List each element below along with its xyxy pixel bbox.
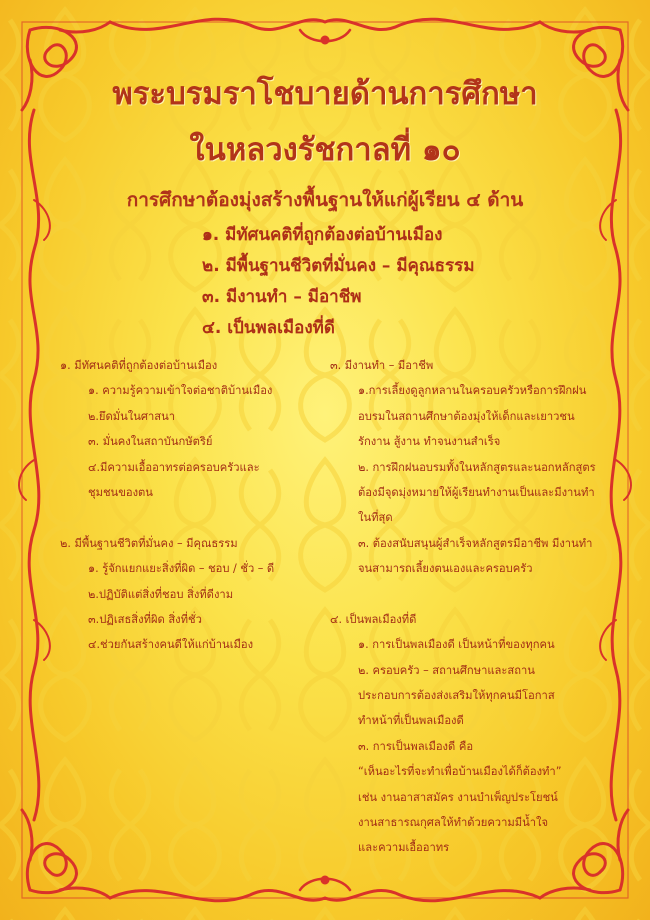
list-item: และความเอื้ออาทร [358, 841, 450, 855]
list-item: ๑. รู้จักแยกแยะสิ่งที่ผิด – ชอบ / ชั่ว – ดี [88, 562, 275, 576]
subtitle: การศึกษาต้องมุ่งสร้างพื้นฐานให้แก่ผู้เรียน ๔ ด้าน [126, 189, 524, 211]
title-line-1: พระบรมราโชบายด้านการศึกษา [112, 76, 538, 112]
list-item: ต้องมีจุดมุ่งหมายให้ผู้เรียนทำงานเป็นและมีงานทำ [358, 485, 595, 499]
list-item: ๑. การเป็นพลเมืองดี เป็นหน้าที่ของทุกคน [358, 638, 555, 652]
list-item: ๓. ต้องสนับสนุนผู้สำเร็จหลักสูตรมีอาชีพ มีงานทำ [358, 536, 593, 550]
list-item: ๒.ยึดมั่นในศาสนา [88, 409, 176, 423]
left-column [60, 353, 310, 658]
list-item: ๑.การเลี้ยงดูลูกหลานในครอบครัวหรือการฝึกฝน [358, 384, 587, 398]
pillar-item: ๑. มีทัศนคติที่ถูกต้องต่อบ้านเมือง [202, 225, 443, 245]
list-item: ในที่สุด [358, 511, 393, 525]
list-item: ๒.ปฏิบัติแต่สิ่งที่ชอบ สิ่งที่ดีงาม [88, 587, 234, 601]
list-item: ๒. ครอบครัว – สถานศึกษาและสถาน [358, 663, 535, 677]
list-item: ๔.มีความเอื้ออาทรต่อครอบครัวและ [88, 460, 260, 474]
list-item: งานสาธารณกุศลให้ทำด้วยความมีน้ำใจ [358, 816, 549, 830]
right-column [330, 353, 610, 861]
list-item: ๓.ปฏิเสธสิ่งที่ผิด สิ่งที่ชั่ว [88, 612, 202, 626]
list-item: จนสามารถเลี้ยงตนเองและครอบครัว [358, 562, 533, 576]
list-item: “เห็นอะไรที่จะทำเพื่อบ้านเมืองได้ก็ต้องทำ” [358, 765, 562, 779]
section-heading: ๑. มีทัศนคติที่ถูกต้องต่อบ้านเมือง [60, 359, 218, 372]
spacer [60, 505, 310, 530]
list-item: ๓. มั่นคงในสถาบันกษัตริย์ [88, 435, 213, 449]
four-pillars-list [202, 220, 532, 344]
list-item: ๓. การเป็นพลเมืองดี คือ [358, 739, 474, 753]
section-heading: ๔. เป็นพลเมืองที่ดี [330, 612, 417, 626]
list-item: รักงาน สู้งาน ทำจนงานสำเร็จ [358, 435, 501, 449]
pillar-item: ๔. เป็นพลเมืองที่ดี [202, 318, 335, 338]
list-item: ประกอบการต้องส่งเสริมให้ทุกคนมีโอกาส [358, 689, 555, 703]
list-item: ชุมชนของตน [88, 485, 153, 499]
section-heading: ๓. มีงานทำ – มีอาชีพ [330, 359, 434, 372]
list-item: ทำหน้าที่เป็นพลเมืองดี [358, 714, 464, 728]
title-line-2: ในหลวงรัชกาลที่ ๑๐ [189, 132, 461, 168]
spacer [330, 582, 610, 607]
pillar-item: ๓. มีงานทำ – มีอาชีพ [202, 287, 362, 307]
list-item: ๒. การฝึกฝนอบรมทั้งในหลักสูตรและนอกหลักสูตร [358, 460, 596, 474]
pillar-item: ๒. มีพื้นฐานชีวิตที่มั่นคง – มีคุณธรรม [202, 256, 475, 276]
list-item: ๑. ความรู้ความเข้าใจต่อชาติบ้านเมือง [88, 384, 273, 398]
section-heading: ๒. มีพื้นฐานชีวิตที่มั่นคง – มีคุณธรรม [60, 536, 238, 550]
list-item: ๔.ช่วยกันสร้างคนดีให้แก่บ้านเมือง [88, 638, 254, 652]
list-item: เช่น งานอาสาสมัคร งานบำเพ็ญประโยชน์ [358, 790, 558, 804]
list-item: อบรมในสถานศึกษาต้องมุ่งให้เด็กและเยาวชน [358, 409, 575, 423]
